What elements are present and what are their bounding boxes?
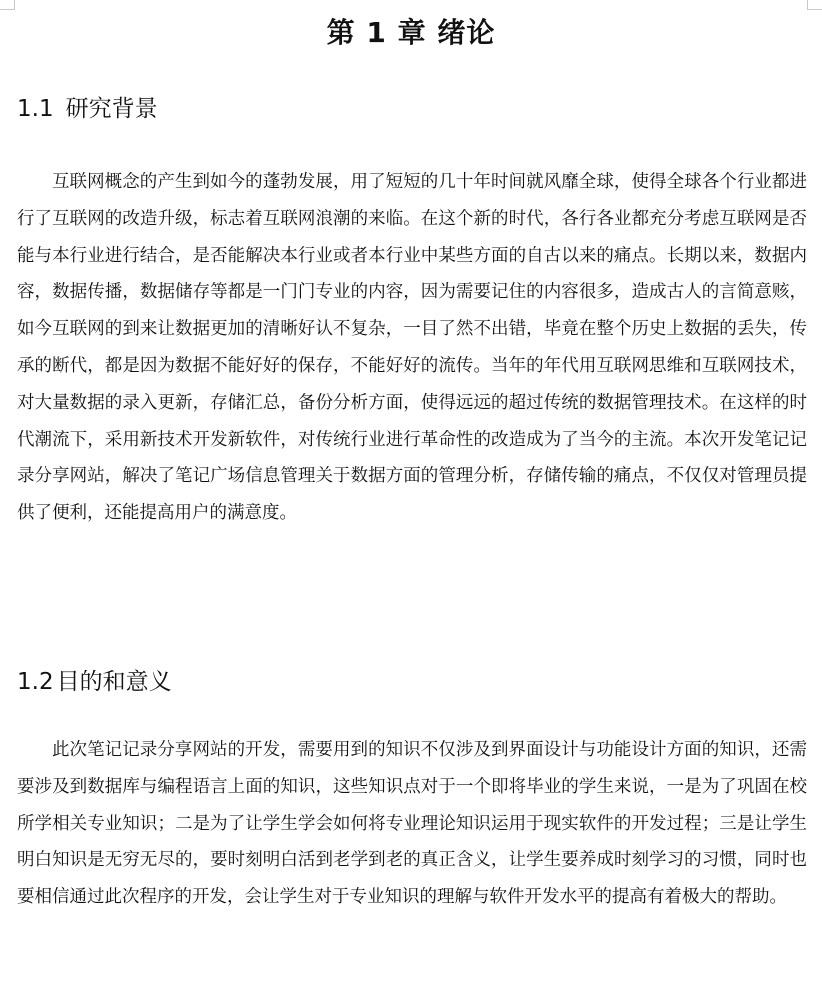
section-number: 1.1 (17, 96, 54, 122)
section-title: 研究背景 (65, 96, 158, 122)
section-heading-purpose-significance (17, 666, 172, 698)
section-heading-research-background (17, 93, 158, 125)
section-paragraph-research-background: 互联网概念的产生到如今的蓬勃发展，用了短短的几十年时间就风靡全球，使得全球各个行业都进行了互联网的改造升级，标志着互联网浪潮的来临。在这个新的时代，各行各业都充分考虑互联网是否能与本行业进行结合，是否能解决本行业或者本行业中某些方面的自古以来的痛点。长期以来，数据内容，数据传播，数据储存等都是一门门专业的内容，因为需要记住的内容很多，造成古人的言简意赅，如今互联网的到来让数据更加的清晰好认不复杂，一目了然不出错，毕竟在整个历史上数据的丢失，传承的断代，都是因为数据不能好好的保存，不能好好的流传。当年的年代用互联网思维和互联网技术，对大量数据的录入更新，存储汇总，备份分析方面，使得远远的超过传统的数据管理技术。在这样的时代潮流下，采用新技术开发新软件，对传统行业进行革命性的改造成为了当今的主流。本次开发笔记记录分享网站，解决了笔记广场信息管理关于数据方面的管理分析，存储传输的痛点，不仅仅对管理员提供了便利，还能提高用户的满意度。 (17, 172, 807, 524)
section-title: 目的和意义 (56, 669, 172, 695)
page-corner-mark-left (0, 0, 15, 10)
section-paragraph-purpose-significance: 此次笔记记录分享网站的开发，需要用到的知识不仅涉及到界面设计与功能设计方面的知识，还需要涉及到数据库与编程语言上面的知识，这些知识点对于一个即将毕业的学生来说，一是为了巩固在校所学相关专业知识；二是为了让学生学会如何将专业理论知识运用于现实软件的开发过程；三是让学生明白知识是无穷无尽的，要时刻明白活到老学到老的真正含义，让学生要养成时刻学习的习惯，同时也要相信通过此次程序的开发，会让学生对于专业知识的理解与软件开发水平的提高有着极大的帮助。 (17, 740, 807, 908)
page-corner-mark-right (807, 0, 822, 10)
chapter-title: 第 1 章 绪论 (326, 16, 496, 49)
section-number: 1.2 (17, 669, 54, 695)
